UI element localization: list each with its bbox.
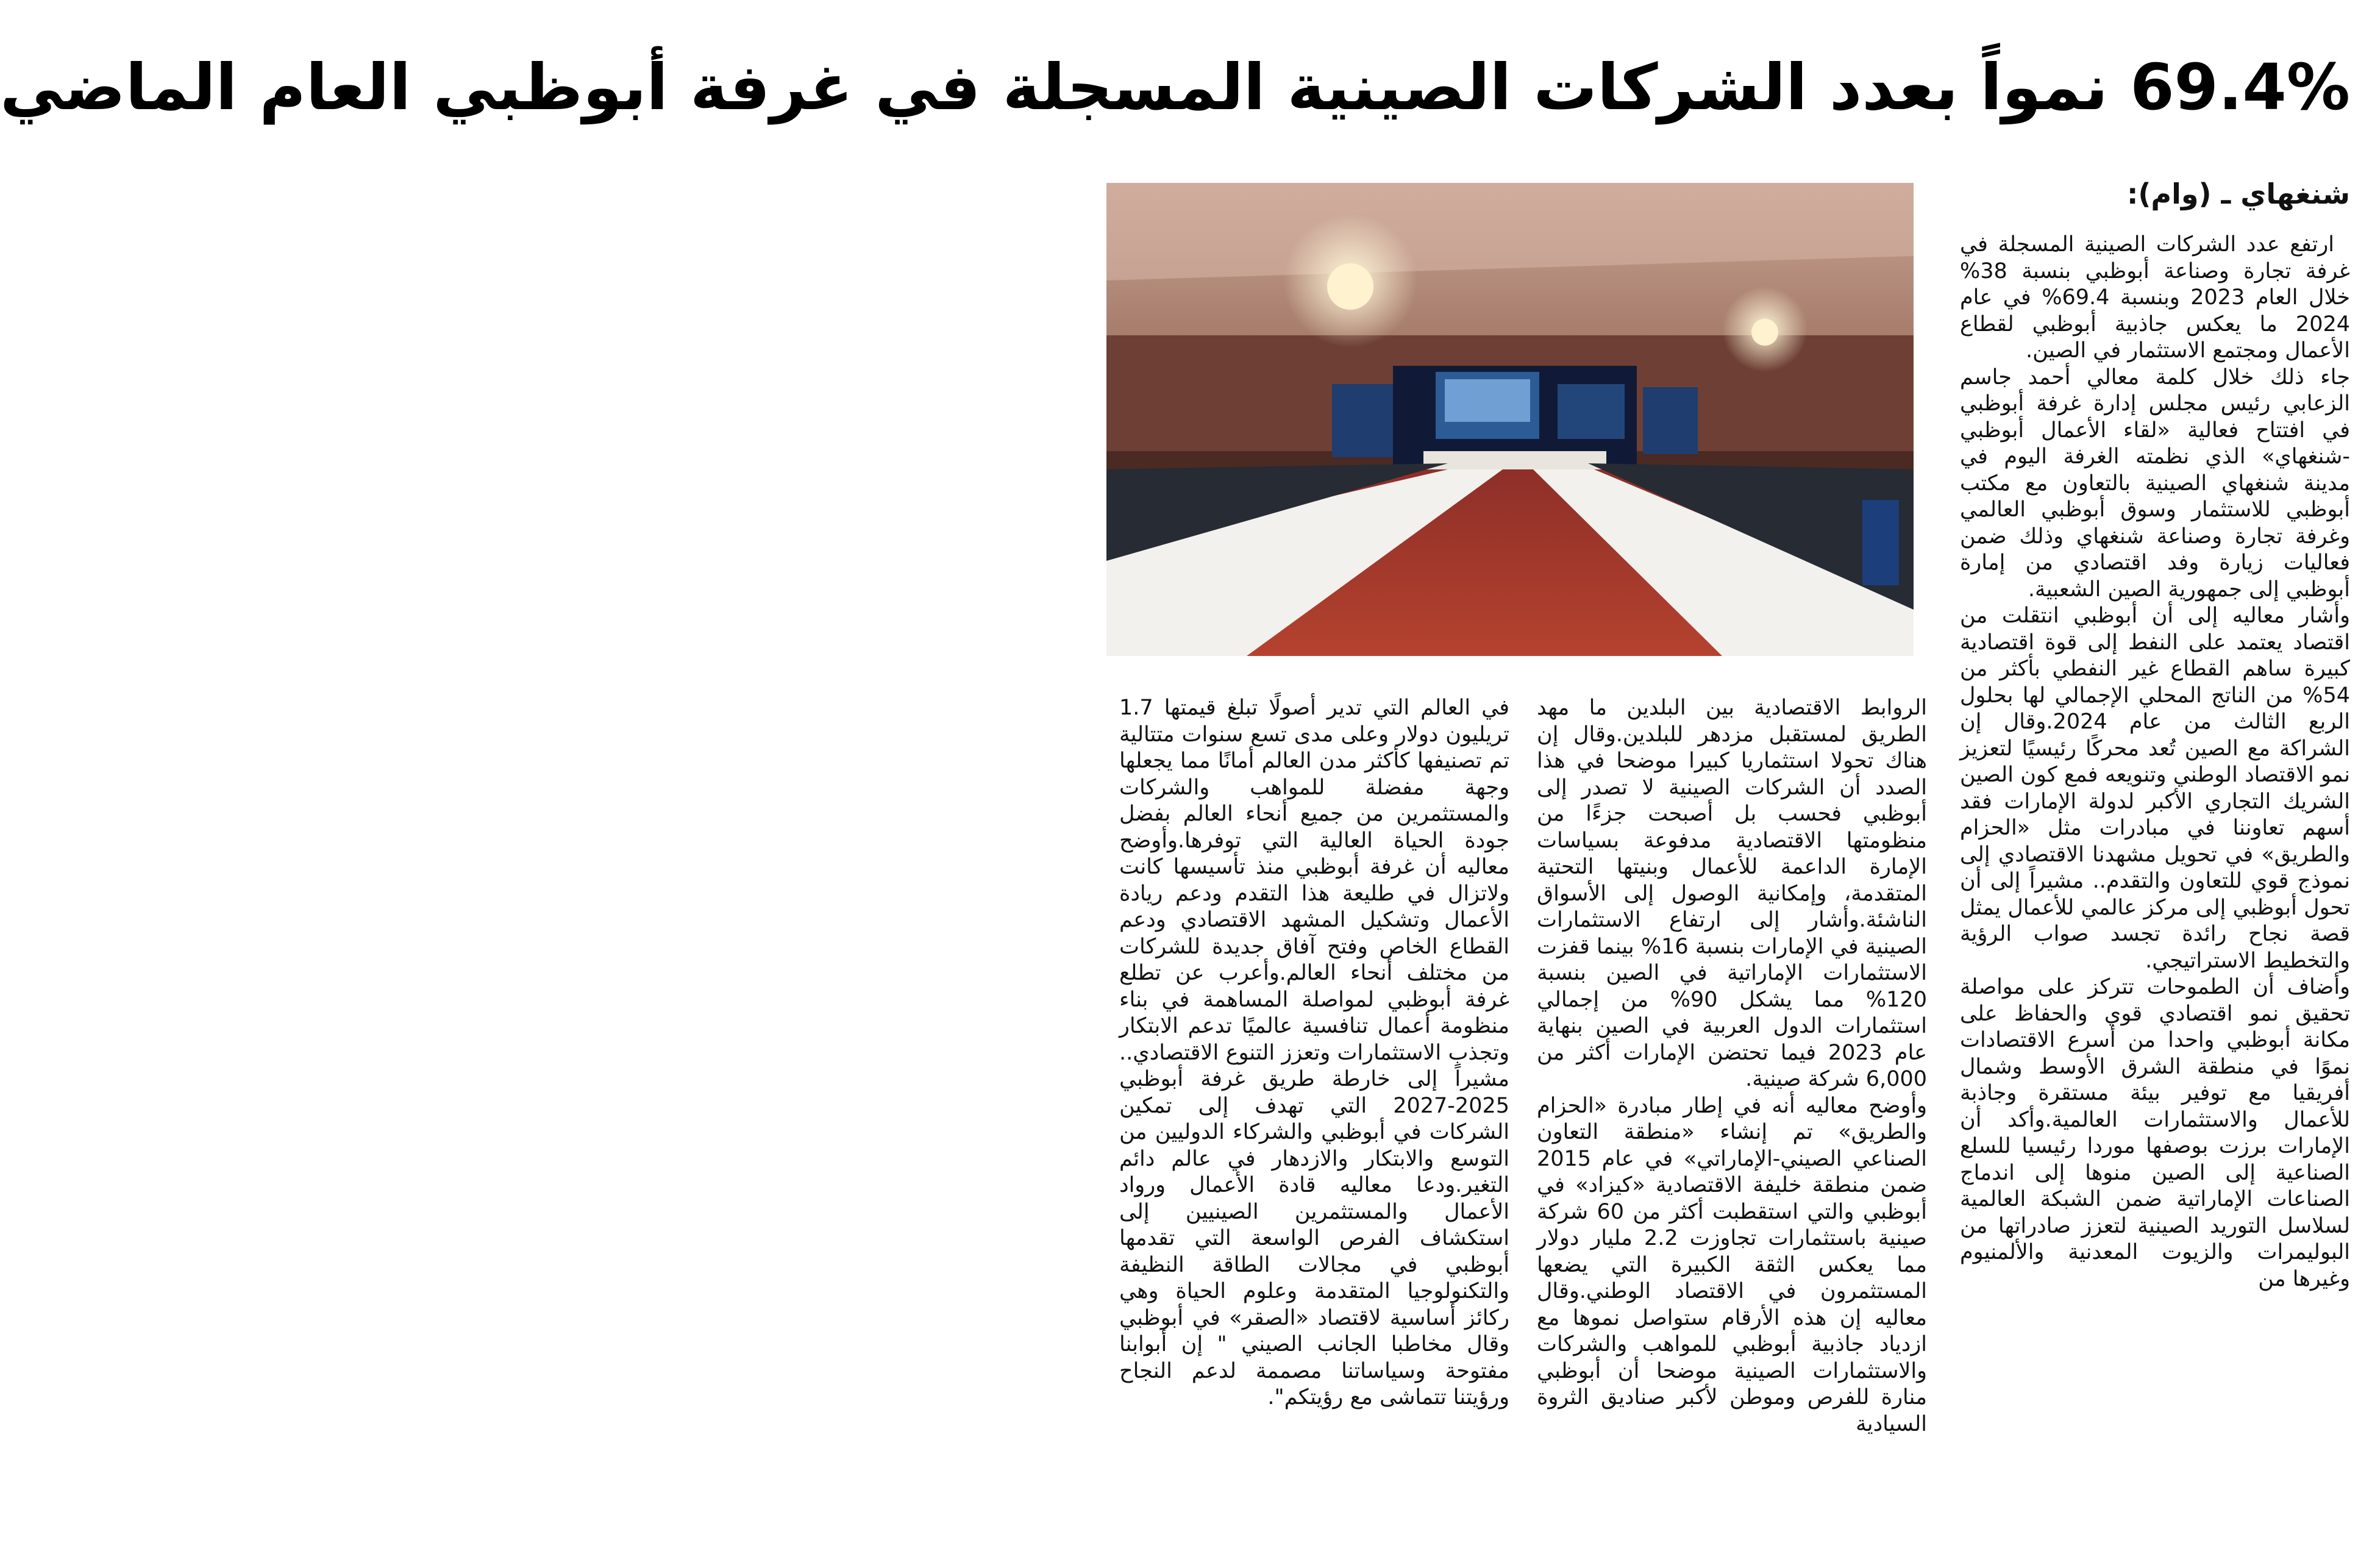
paragraph: وأوضح معاليه أنه في إطار مبادرة «الحزام والطريق» تم إنشاء «منطقة التعاون الصناعي الصيني-الإماراتي» في عام 2015 ضمن منطقة خليفة الاقتصادية «كيزاد» في أبوظبي والتي استقطبت أكثر من 60 شركة صينية باستثمارات تجاوزت 2.2 مليار دولار مما يعكس الثقة الكبيرة التي يضعها المستثمرون في الاقتصاد الوطني.وقال معاليه إن هذه الأرقام ستواصل نموها مع ازدياد جاذبية أبوظبي للمواهب والشركات والاستثمارات الصينية موضحا أن أبوظبي منارة للفرص وموطن لأكبر صناديق الثروة السيادية — [1537, 1093, 1927, 1436]
article-column-1 — [1960, 232, 2350, 1558]
article-column-3 — [1119, 695, 1509, 1561]
article-headline: 69.4% نمواً بعدد الشركات الصينية المسجلة في غرفة أبوظبي العام الماضي — [0, 50, 2350, 124]
paragraph: وأضاف أن الطموحات تتركز على مواصلة تحقيق نمو اقتصادي قوي والحفاظ على مكانة أبوظبي واحدا من أسرع الاقتصادات نموًا في منطقة الشرق الأوسط وشمال أفريقيا مع توفير بيئة مستقرة وجاذبة للأعمال والاستثمارات العالمية.وأكد أن الإمارات برزت بوصفها موردا رئيسيا للسلع الصناعية إلى الصين منوها إلى اندماج الصناعات الإماراتية ضمن الشبكة العالمية لسلاسل التوريد الصينية لتعزز صادراتها من البوليمرات والزيوت المعدنية والألمنيوم وغيرها من — [1960, 975, 2350, 1291]
conference-hall-photo — [1106, 183, 1914, 656]
paragraph: جاء ذلك خلال كلمة معالي أحمد جاسم الزعابي رئيس مجلس إدارة غرفة أبوظبي في افتتاح فعالية «لقاء الأعمال أبوظبي -شنغهاي» الذي نظمته الغرفة اليوم في مدينة شنغهاي الصينية بالتعاون مع مكتب أبوظبي للاستثمار وسوق أبوظبي العالمي وغرفة تجارة وصناعة شنغهاي وذلك ضمن فعاليات زيارة وفد اقتصادي من إمارة أبوظبي إلى جمهورية الصين الشعبية. — [1960, 365, 2350, 602]
article-column-2 — [1537, 695, 1927, 1561]
paragraph: في العالم التي تدير أصولًا تبلغ قيمتها 1.7 تريليون دولار وعلى مدى تسع سنوات متتالية تم تصنيفها كأكثر مدن العالم أمانًا مما يجعلها وجهة مفضلة للمواهب والشركات والمستثمرين من جميع أنحاء العالم بفضل جودة الحياة العالية التي توفرها.وأوضح معاليه أن غرفة أبوظبي منذ تأسيسها كانت ولاتزال في طليعة هذا التقدم ودعم ريادة الأعمال وتشكيل المشهد الاقتصادي ودعم القطاع الخاص وفتح آفاق جديدة للشركات من مختلف أنحاء العالم.وأعرب عن تطلع غرفة أبوظبي لمواصلة المساهمة في بناء منظومة أعمال تنافسية عالميًا تدعم الابتكار وتجذب الاستثمارات وتعزز التنوع الاقتصادي.. مشيراً إلى خارطة طريق غرفة أبوظبي 2025-2027 التي تهدف إلى تمكين الشركات في أبوظبي والشركاء الدوليين من التوسع والابتكار والازدهار في عالم دائم التغير.ودعا معاليه قادة الأعمال ورواد الأعمال والمستثمرين الصينيين إلى استكشاف الفرص الواسعة التي تقدمها أبوظبي في مجالات الطاقة النظيفة والتكنولوجيا المتقدمة وعلوم الحياة وهي ركائز أساسية لاقتصاد «الصقر» في أبوظبي وقال مخاطبا الجانب الصيني " إن أبوابنا مفتوحة وسياساتنا مصممة لدعم النجاح ورؤيتنا تتماشى مع رؤيتكم". — [1119, 696, 1509, 1409]
paragraph: ارتفع عدد الشركات الصينية المسجلة في غرفة تجارة وصناعة أبوظبي بنسبة 38% خلال العام 2023 وبنسبة 69.4% في عام 2024 ما يعكس جاذبية أبوظبي لقطاع الأعمال ومجتمع الاستثمار في الصين. — [1960, 232, 2350, 363]
paragraph: الروابط الاقتصادية بين البلدين ما مهد الطريق لمستقبل مزدهر للبلدين.وقال إن هناك تحولا استثماريا كبيرا موضحا في هذا الصدد أن الشركات الصينية لا تصدر إلى أبوظبي فحسب بل أصبحت جزءًا من منظومتها الاقتصادية مدفوعة بسياسات الإمارة الداعمة للأعمال وبنيتها التحتية المتقدمة، وإمكانية الوصول إلى الأسواق الناشئة.وأشار إلى ارتفاع الاستثمارات الصينية في الإمارات بنسبة 16% بينما قفزت الاستثمارات الإماراتية في الصين بنسبة 120% مما يشكل 90% من إجمالي استثمارات الدول العربية في الصين بنهاية عام 2023 فيما تحتضن الإمارات أكثر من 6,000 شركة صينية. — [1537, 696, 1928, 1091]
paragraph: وأشار معاليه إلى أن أبوظبي انتقلت من اقتصاد يعتمد على النفط إلى قوة اقتصادية كبيرة ساهم القطاع غير النفطي بأكثر من 54% من الناتج المحلي الإجمالي لها بحلول الربع الثالث من عام 2024.وقال إن الشراكة مع الصين تُعد محركًا رئيسيًا لتعزيز نمو الاقتصاد الوطني وتنويعه فمع كون الصين الشريك التجاري الأكبر لدولة الإمارات فقد أسهم تعاوننا في مبادرات مثل «الحزام والطريق» في تحويل مشهدنا الاقتصادي إلى نموذج قوي للتعاون والتقدم.. مشيراً إلى أن تحول أبوظبي إلى مركز عالمي للأعمال يمثل قصة نجاح رائدة تجسد صواب الرؤية والتخطيط الاستراتيجي. — [1960, 604, 2350, 973]
article-dateline: شنغهاي ـ (وام): — [2126, 177, 2350, 210]
